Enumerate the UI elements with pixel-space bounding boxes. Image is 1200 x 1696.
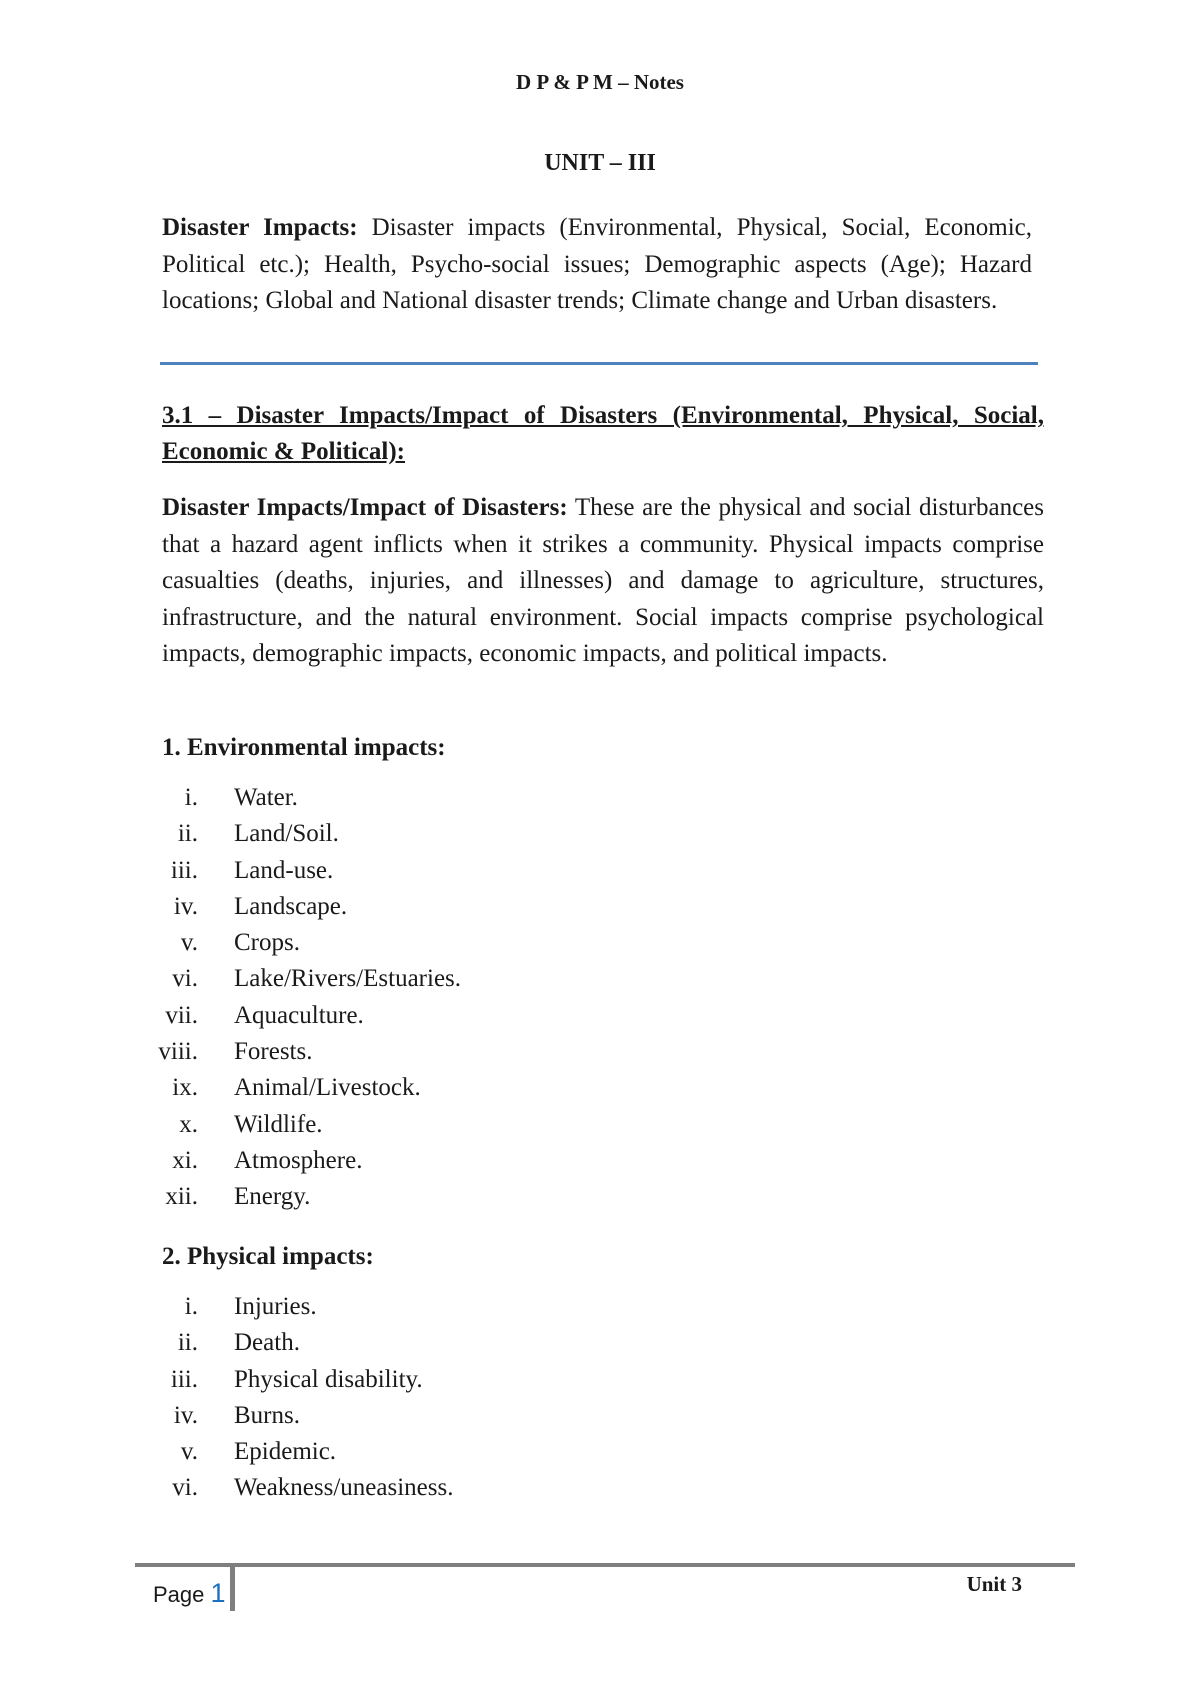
list-item-text: Aquaculture. <box>234 1001 364 1029</box>
environmental-impacts-heading: 1. Environmental impacts: <box>162 734 446 761</box>
list-item-number: iii. <box>170 856 198 884</box>
unit-title: UNIT – III <box>544 150 656 176</box>
section-divider <box>160 362 1038 365</box>
list-item-number: iv. <box>173 1401 198 1429</box>
list-item-text: Burns. <box>234 1401 300 1429</box>
list-item-text: Land-use. <box>234 856 334 884</box>
list-item-number: ii. <box>177 1329 198 1357</box>
list-item-number: i. <box>184 1293 198 1320</box>
definition-paragraph <box>162 490 1044 673</box>
page-header: D P & P M – Notes <box>516 70 684 94</box>
list-item-number: vii. <box>165 1001 198 1029</box>
list-item-number: v. <box>180 1438 198 1466</box>
footer-vertical-bar <box>230 1567 235 1611</box>
definition-label: Disaster Impacts/Impact of Disasters: <box>162 494 568 521</box>
list-item-text: Crops. <box>234 929 300 957</box>
list-item-number: i. <box>184 784 198 811</box>
list-item-text: Energy. <box>234 1183 311 1211</box>
list-item-text: Landscape. <box>234 892 348 920</box>
section-heading: 3.1 – Disaster Impacts/Impact of Disasters (Environmental, Physical, Social, Economic & Political): <box>162 402 1044 465</box>
list-item-number: xi. <box>172 1146 198 1174</box>
list-item-number: ix. <box>172 1074 198 1102</box>
list-item-text: Weakness/uneasiness. <box>234 1474 454 1502</box>
syllabus-text: Disaster impacts (Environmental, Physical, Social, Economic, Political etc.); Health, Psycho-social issues; Demographic aspects (Age); Hazard locations; Global and National disaster trends; Climate change and Urban disasters. <box>162 214 1032 314</box>
list-item-number: iii. <box>170 1365 198 1393</box>
list-item-number: vi. <box>172 1474 198 1502</box>
syllabus-label: Disaster Impacts: <box>162 214 358 241</box>
list-item-number: ii. <box>177 820 198 848</box>
syllabus-paragraph <box>162 210 1032 320</box>
list-item-number: viii. <box>158 1038 198 1066</box>
footer-unit-label: Unit 3 <box>966 1572 1022 1596</box>
definition-text: These are the physical and social disturbances that a hazard agent inflicts when it strikes a community. Physical impacts comprise casualties (deaths, injuries, and illnesses) and damage to agriculture, structures, infrastructure, and the natural environment. Social impacts comprise psychological impacts, demographic impacts, economic impacts, and political impacts. <box>162 494 1044 667</box>
list-item-text: Atmosphere. <box>234 1146 363 1174</box>
list-item-text: Death. <box>234 1329 300 1357</box>
list-item-text: Animal/Livestock. <box>234 1074 421 1102</box>
list-item-text: Water. <box>234 784 298 811</box>
list-item-text: Lake/Rivers/Estuaries. <box>234 965 462 993</box>
list-item-text: Land/Soil. <box>234 820 339 848</box>
page-number: 1 <box>210 1578 226 1608</box>
physical-impacts-heading: 2. Physical impacts: <box>162 1243 374 1270</box>
list-item-number: vi. <box>172 965 198 993</box>
list-item-number: xii. <box>165 1183 198 1211</box>
list-item-text: Epidemic. <box>234 1438 337 1466</box>
list-item-text: Forests. <box>234 1038 313 1066</box>
page-indicator <box>153 1578 226 1609</box>
list-item-text: Injuries. <box>234 1293 317 1320</box>
list-item-number: iv. <box>173 892 198 920</box>
list-item-text: Wildlife. <box>234 1110 323 1138</box>
footer-divider <box>135 1563 1075 1567</box>
list-item-number: x. <box>179 1110 198 1138</box>
list-item-number: v. <box>180 929 198 957</box>
page-label: Page <box>153 1582 205 1607</box>
list-item-text: Physical disability. <box>234 1365 423 1393</box>
